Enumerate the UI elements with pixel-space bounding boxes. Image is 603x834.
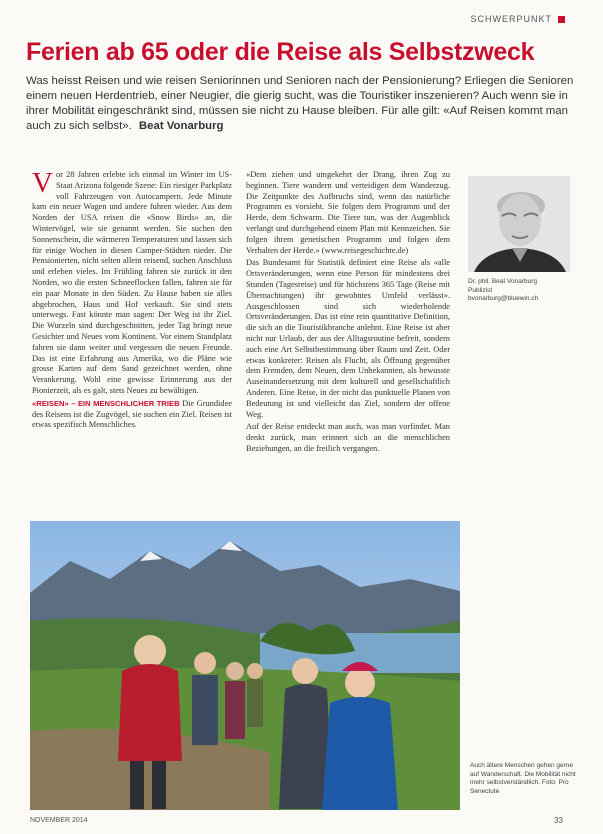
footer-issue: NOVEMBER 2014 bbox=[30, 817, 88, 824]
lead-author: Beat Vonarburg bbox=[138, 120, 224, 132]
hikers-photo bbox=[30, 521, 460, 810]
article-subhead: «REISEN» – EIN MENSCHLICHER TRIEB bbox=[32, 398, 180, 408]
headline: Ferien ab 65 oder die Reise als Selbstzweck bbox=[26, 38, 535, 66]
page-number: 33 bbox=[554, 816, 563, 825]
column1-p2-text: Die Grundidee des Reisens ist die Zugvögel, sie suchen ein Ziel. Reisen ist etwas spezifisch Menschliches. bbox=[32, 398, 233, 430]
column2-paragraph-2: Das Bundesamt für Statistik definiert eine Reise als «alle Ortsveränderungen, wenn eine Person für mindestens drei Stunden (Tagesreise) und für höchstens 365 Tage (Reise mit Übernachtungen) ihr gewohntes Umfeld verlässt». Ausgeschlossen sind sich wiederholende Ortsveränderungen. Das ist eine rein quantitative Definition, die sich an die Touristikbranche anlehnt. Eine Reise ist aber nicht nur Urlaub, der aus der Alltagsroutine befreit, sondern auch eine Art Selbstbestimmung über Raum und Zeit. Oder etwas konkreter: Reisen als Flucht, als Öffnung gegenüber dem Fremden, dem Neuen, dem Unbekannten, als bewusste Auseinandersetzung mit dem kulturell und gesellschaftlich Anderen. Eine Reise, in der nicht das punktuelle Planen von Bedeutung ist und vielleicht das Ziel, sondern der offene Weg. bbox=[246, 258, 450, 419]
lead-paragraph bbox=[26, 74, 574, 134]
column1-p1-text: or 28 Jahren erlebte ich einmal im Winter im US-Staat Arizona folgende Szene: Ein riesiger Parkplatz voll Fahrzeugen von Autocampern. Jede Minute kam ein neuer Wagen und andere fuhren wieder. Aus dem Norden der USA reisen die «Snow Birds» an, die Wintervögel, wie sie genannt werden. Sie suchen den Sonnenschein, die wärmeren Temperaturen und lassen sich für einige Wochen in diesen Camper-Städten nieder. Die Pensionierten, nicht selten allein reisend, suchen Anschluss und erleben vieles. Im Frühling fahren sie zurück in den Norden, wo die ersten Schneeflocken fallen, fahren sie für ein paar Monate in den Süden. Zu Hause haben sie alles abgebrochen, Haus und Hof verkauft. Sie sind stets unterwegs. Fast könnte man sagen: Der Weg ist ihr Ziel. Die Wurzeln sind durchgeschnitten, jeder Tag bringt neue Gesichter und Neues vom Kontinent. Vor einem Standplatz fahren sie dann weiter und vergessen die neuen Freunde. Das ist eine Erfahrung aus Amerika, wo die Pläne wie grosse Karten auf dem Sand gezeichnet werden, ohne Verankerung. Wohl eine gewisse Erinnerung aus der Pionierzeit, als es galt, stets Neues zu bewältigen. bbox=[32, 170, 232, 395]
portrait-caption-name: Dr. phil. Beat Vonarburg bbox=[468, 278, 538, 285]
photo-caption-text: Auch ältere Menschen gehen gerne auf Wanderschaft. Die Mobilität nicht mehr selbstverständlich. bbox=[470, 762, 576, 786]
hikers-photo-image bbox=[30, 521, 460, 810]
section-marker-icon bbox=[558, 16, 565, 23]
author-portrait bbox=[468, 176, 570, 272]
article-column-2 bbox=[246, 170, 450, 457]
column1-paragraph-2 bbox=[32, 399, 232, 431]
lead-text: Was heisst Reisen und wie reisen Seniorinnen und Senioren nach der Pensionierung? Erliegen die Senioren einem neuen Herdentrieb, einer Neugier, die gierig sucht, was die Touristiker inszenieren? Auch wenn sie in ihrer Mobilität eingeschränkt sind, müssen sie nicht zu Hause bleiben. Für alle gilt: «Auf Reisen kommt man auch zu sich selbst». bbox=[26, 75, 574, 132]
photo-caption bbox=[470, 762, 580, 796]
author-portrait-image bbox=[468, 176, 570, 272]
dropcap: V bbox=[32, 167, 53, 199]
section-tag bbox=[470, 14, 565, 24]
column2-paragraph-3: Auf der Reise entdeckt man auch, was man vorfindet. Man denkt zurück, man erinnert sich an die menschlichen Beziehungen, an die freilich vergangen. bbox=[246, 422, 450, 453]
portrait-caption-role: Publizist bbox=[468, 286, 493, 294]
section-tag-label: SCHWERPUNKT bbox=[470, 14, 552, 24]
column1-paragraph-1 bbox=[32, 167, 232, 397]
photo-caption-credit: Foto: Pro Senectute bbox=[470, 779, 569, 795]
portrait-caption bbox=[468, 278, 576, 304]
article-column-1 bbox=[32, 167, 233, 433]
column2-paragraph-1: «Dem ziehen und umgekehrt der Drang, ihren Zug zu beginnen. Tiere wandern und verteidigen dem Wanderzug. Die Zeitpunkte des Aufbruchs sind, wenn das natürliche Programm es vorsieht. Sie folgen dem Programm und der Herde, dem Schwarm. Die Tiere tun, was der Augenblick verlangt und durchgehend einem Plan mit Kennzeichen. Sie folgen ihrem genetischen Programm und folgen dem Verhalten der Herde.» (www.reisegeschichte.de) bbox=[246, 170, 450, 255]
portrait-caption-email: bvonarburg@bluewin.ch bbox=[468, 295, 539, 302]
